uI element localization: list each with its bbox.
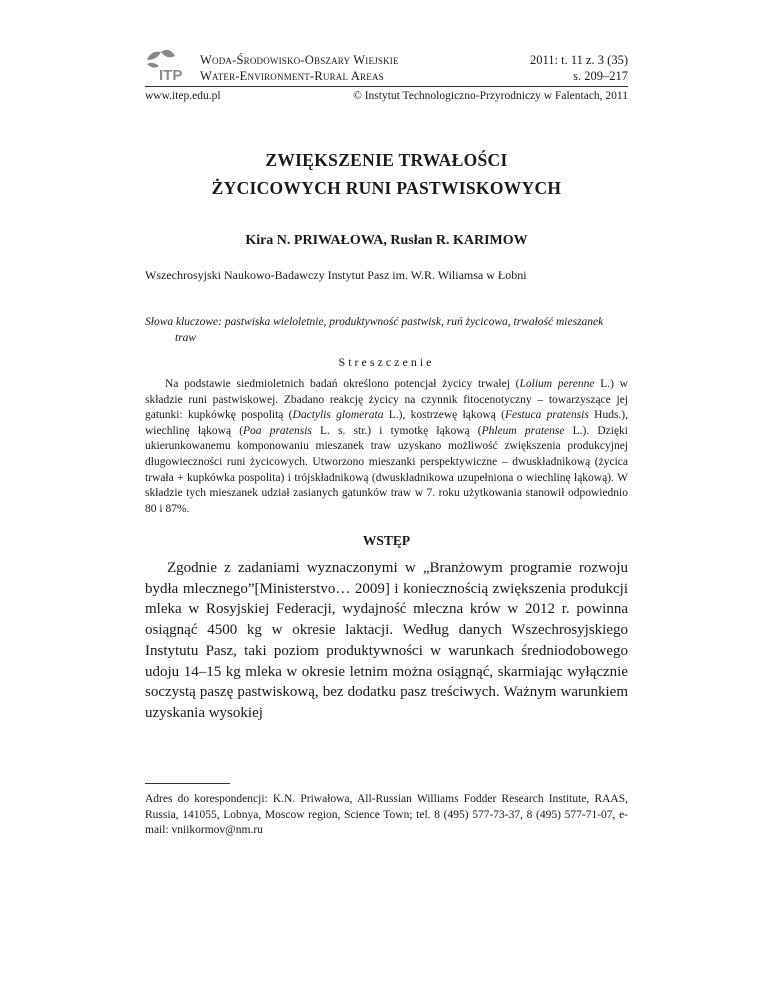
- copyright: © Instytut Technologiczno-Przyrodniczy w Falentach, 2011: [353, 90, 628, 102]
- journal-title-en: Water-Environment-Rural Areas: [200, 69, 384, 83]
- keywords-label: Słowa kluczowe:: [145, 316, 222, 328]
- logo-text: ITP: [159, 67, 183, 82]
- correspondence-footnote: Adres do korespondencji: K.N. Priwałowa, All-Russian Williams Fodder Research Institute, RAAS, Russia, 141055, Lobnya, Moscow region, Science Town; tel. 8 (495) 577-73-37, 8 (495) 577-71-07, e-mail: vniikormov@nm.ru: [145, 793, 628, 836]
- authors: Kira N. PRIWAŁOWA, Rusłan R. KARIMOW: [245, 233, 528, 248]
- page-range: s. 209–217: [573, 69, 628, 83]
- journal-title-pl: Woda-Środowisko-Obszary Wiejskie: [200, 53, 399, 67]
- website-link[interactable]: www.itep.edu.pl: [145, 90, 221, 102]
- section-heading-intro: WSTĘP: [362, 533, 411, 548]
- intro-paragraph: Zgodnie z zadaniami wyznaczonymi w „Branżowym programie rozwoju bydła mlecznego”[Ministerstvo… 2009] i koniecznością zwiększenia produkcji mleka w Rosyjskiej Federacji, wydajność mleczna krów w 2012 r. powinna osiągnąć 4500 kg w okresie laktacji. Według danych Wszechrosyjskiego Instytutu Pasz, taki poziom produktywności w warunkach średniodobowego udoju 14–15 kg mleka w okresie letnim można osiągnąć, skarmiając wyłącznie soczystą paszę pastwiskową, bez dodatku pasz treściwych. Ważnym warunkiem uzyskania wysokiej: [145, 560, 628, 721]
- footnote-rule: [145, 783, 230, 784]
- affiliation: Wszechrosyjski Naukowo-Badawczy Instytut Pasz im. W.R. Wiliamsa w Łobni: [145, 268, 527, 282]
- abstract-text: Na podstawie siedmioletnich badań określono potencjał życicy trwałej (Lolium perenne L.) w składzie runi pastwiskowej. Zbadano reakcję życicy na czynnik fitocenotyczny – towarzyszące jej gatunki: kupkówkę pospolitą (Dactylis glomerata L.), kostrzewę łąkową (Festuca pratensis Huds.), wiechlinę łąkową (Poa pratensis L. s. str.) i tymotkę łąkową (Phleum pratense L.). Dzięki ukierunkowanemu komponowaniu mieszanek traw uzyskano możliwość zwiększenia produkcyjnej długowieczności runi życicowych. Utworzono mieszanki perspektywiczne – dwuskładnikową (życica trwała + kupkówka pospolita) i trójskładnikową (dwuskładnikowa uzupełniona o wiechlinę łąkową). W składzie tych mieszanek udział zasianych gatunków traw w 7. roku użytkowania stanowił odpowiednio 80 i 87%.: [145, 378, 629, 515]
- keywords-line1: pastwiska wieloletnie, produktywność pastwisk, ruń życicowa, trwałość mieszanek: [224, 316, 604, 328]
- issue-info: 2011: t. 11 z. 3 (35): [529, 53, 628, 67]
- itp-logo: [145, 48, 197, 82]
- header-rule: [145, 86, 628, 87]
- keywords: [145, 314, 628, 346]
- keywords-line2: traw: [175, 332, 197, 344]
- article-title-line1: ZWIĘKSZENIE TRWAŁOŚCI: [265, 150, 508, 170]
- abstract-heading: Streszczenie: [338, 355, 435, 369]
- article-title-line2: ŻYCICOWYCH RUNI PASTWISKOWYCH: [211, 178, 562, 198]
